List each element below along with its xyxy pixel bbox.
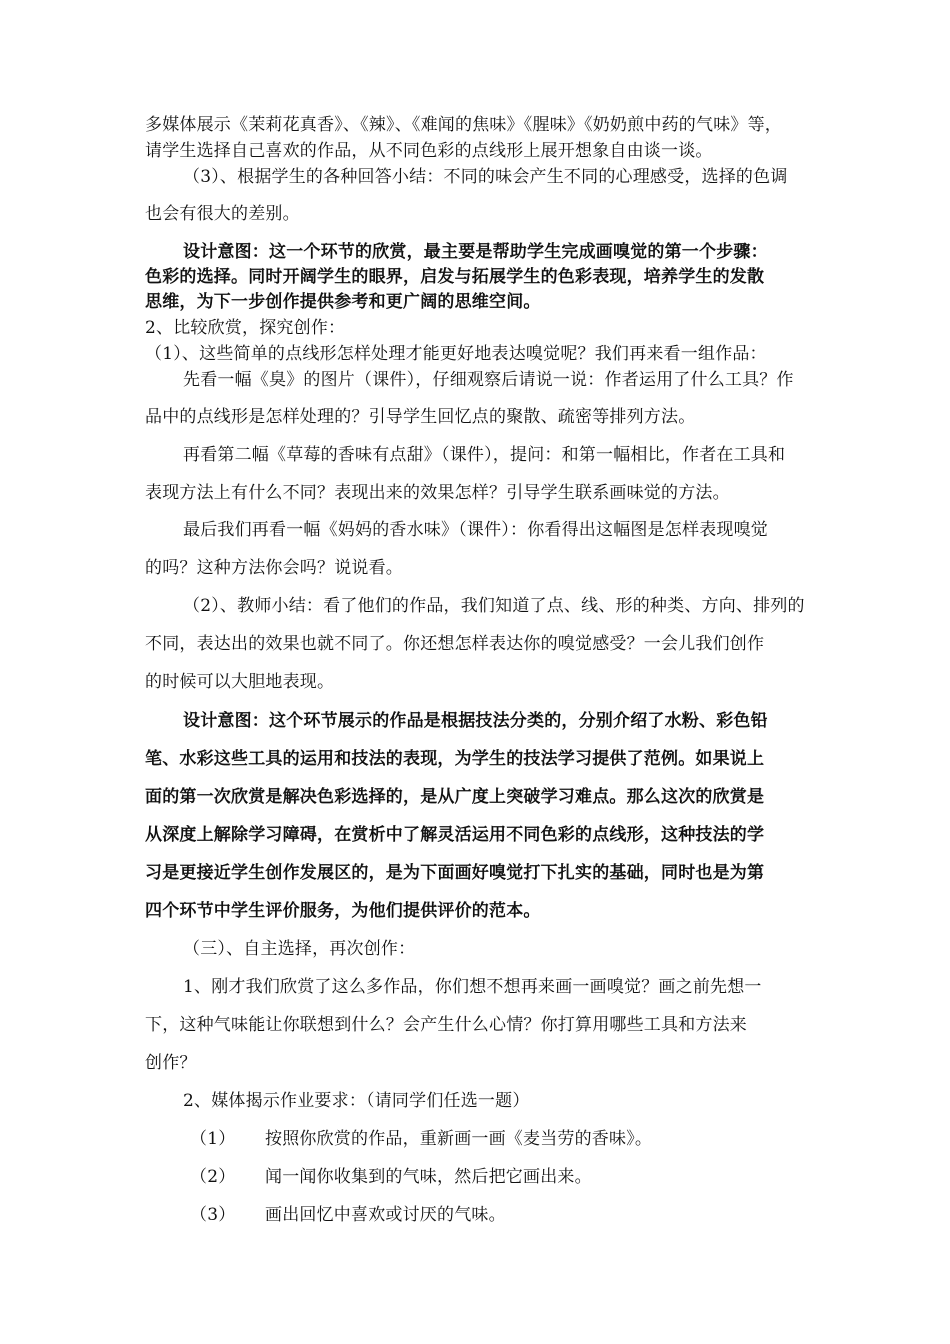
task-number: （1） bbox=[190, 1129, 236, 1149]
section-heading: （三）、自主选择，再次创作： bbox=[183, 939, 416, 959]
design-intent-line: 习是更接近学生创作发展区的，是为下面画好嗅觉打下扎实的基础，同时也是为第 bbox=[145, 863, 765, 883]
paragraph-line: （1）、这些简单的点线形怎样处理才能更好地表达嗅觉呢？我们再来看一组作品： bbox=[145, 344, 767, 364]
design-intent-line: 色彩的选择。同时开阔学生的眼界，启发与拓展学生的色彩表现，培养学生的发散 bbox=[145, 267, 765, 287]
task-text: 闻一闻你收集到的气味，然后把它画出来。 bbox=[265, 1167, 592, 1187]
paragraph-line: 多媒体展示《茉莉花真香》、《辣》、《难闻的焦味》《腥味》《奶奶煎中药的气味》等， bbox=[145, 115, 782, 135]
section-heading: 2、比较欣赏，探究创作： bbox=[145, 318, 346, 338]
design-intent-line: 思维，为下一步创作提供参考和更广阔的思维空间。 bbox=[145, 292, 541, 312]
task-number: （2） bbox=[190, 1167, 236, 1187]
design-intent-line: 四个环节中学生评价服务，为他们提供评价的范本。 bbox=[145, 901, 541, 921]
design-intent-line: 笔、水彩这些工具的运用和技法的表现，为学生的技法学习提供了范例。如果说上 bbox=[145, 749, 765, 769]
paragraph-line: 不同，表达出的效果也就不同了。你还想怎样表达你的嗅觉感受？一会儿我们创作 bbox=[145, 634, 765, 654]
paragraph-line: 1、刚才我们欣赏了这么多作品，你们想不想再来画一画嗅觉？画之前先想一 bbox=[183, 977, 762, 997]
paragraph-line: 先看一幅《臭》的图片（课件），仔细观察后请说一说：作者运用了什么工具？作 bbox=[183, 370, 794, 390]
design-intent-line: 从深度上解除学习障碍，在赏析中了解灵活运用不同色彩的点线形，这种技法的学 bbox=[145, 825, 765, 845]
paragraph-line: 表现方法上有什么不同？表现出来的效果怎样？引导学生联系画味觉的方法。 bbox=[145, 483, 730, 503]
paragraph-line: （2）、教师小结：看了他们的作品，我们知道了点、线、形的种类、方向、排列的 bbox=[183, 596, 805, 616]
paragraph-line: 2、媒体揭示作业要求：（请同学们任选一题） bbox=[183, 1091, 530, 1111]
task-text: 画出回忆中喜欢或讨厌的气味。 bbox=[265, 1205, 506, 1225]
paragraph-line: （3）、根据学生的各种回答小结：不同的味会产生不同的心理感受，选择的色调 bbox=[183, 167, 788, 187]
paragraph-line: 请学生选择自己喜欢的作品，从不同色彩的点线形上展开想象自由谈一谈。 bbox=[145, 141, 713, 161]
paragraph-line: 也会有很大的差别。 bbox=[145, 204, 300, 224]
paragraph-line: 的时候可以大胆地表现。 bbox=[145, 672, 335, 692]
task-text: 按照你欣赏的作品，重新画一画《麦当劳的香味》。 bbox=[265, 1129, 653, 1149]
paragraph-line: 再看第二幅《草莓的香味有点甜》（课件），提问：和第一幅相比，作者在工具和 bbox=[183, 445, 786, 465]
design-intent-line: 面的第一次欣赏是解决色彩选择的，是从广度上突破学习难点。那么这次的欣赏是 bbox=[145, 787, 765, 807]
paragraph-line: 品中的点线形是怎样处理的？引导学生回忆点的聚散、疏密等排列方法。 bbox=[145, 407, 696, 427]
paragraph-line: 的吗？这种方法你会吗？说说看。 bbox=[145, 558, 403, 578]
design-intent-line: 设计意图：这一个环节的欣赏，最主要是帮助学生完成画嗅觉的第一个步骤： bbox=[183, 242, 768, 262]
paragraph-line: 最后我们再看一幅《妈妈的香水味》（课件）：你看得出这幅图是怎样表现嗅觉 bbox=[183, 520, 768, 540]
task-number: （3） bbox=[190, 1205, 236, 1225]
design-intent-line: 设计意图：这个环节展示的作品是根据技法分类的，分别介绍了水粉、彩色铅 bbox=[183, 711, 768, 731]
paragraph-line: 创作？ bbox=[145, 1053, 197, 1073]
paragraph-line: 下，这种气味能让你联想到什么？会产生什么心情？你打算用哪些工具和方法来 bbox=[145, 1015, 747, 1035]
